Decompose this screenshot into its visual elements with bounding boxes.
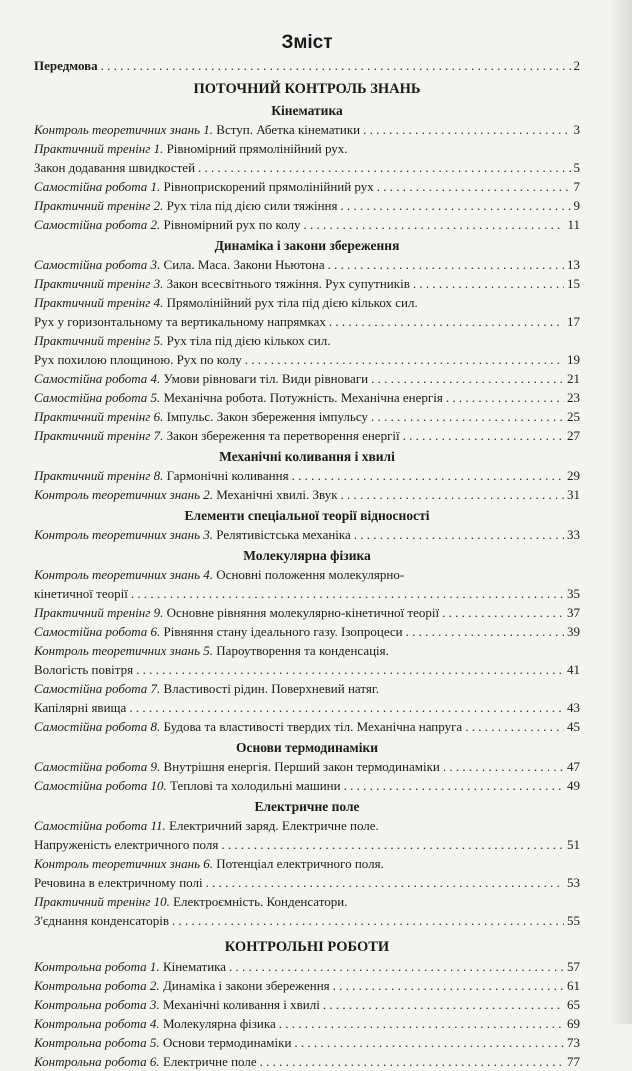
toc-entry-text: Релятивістська механіка xyxy=(216,527,351,542)
toc-entry-text: Електричний заряд. Електричне поле. xyxy=(169,818,379,833)
toc-entry-title xyxy=(34,976,330,995)
toc-page-number: 51 xyxy=(567,837,580,852)
toc-entry-kind: Самостійна робота 6. xyxy=(34,624,161,639)
dot-leader xyxy=(377,177,571,196)
toc-entry xyxy=(34,274,580,293)
toc-page-number: 47 xyxy=(567,759,580,774)
toc-entry-kind: Самостійна робота 8. xyxy=(34,719,161,734)
toc-entry-kind: Контрольна робота 2. xyxy=(34,978,160,993)
toc-page-number: 73 xyxy=(567,1035,580,1050)
dot-leader xyxy=(443,757,564,776)
toc-entry-kind: Самостійна робота 9. xyxy=(34,759,161,774)
toc-page-number: 29 xyxy=(567,468,580,483)
toc-page-number: 37 xyxy=(567,605,580,620)
toc-entry-kind: Практичний тренінг 8. xyxy=(34,468,164,483)
toc-entry xyxy=(34,369,580,388)
toc-page-number: 11 xyxy=(567,217,580,232)
toc-entry-kind: Практичний тренінг 9. xyxy=(34,605,164,620)
dot-leader xyxy=(465,717,564,736)
toc-entry-continuation xyxy=(34,158,580,177)
toc-entry-text: Рівномірний рух по колу xyxy=(163,217,301,232)
toc-entry-text: Умови рівноваги тіл. Види рівноваги xyxy=(163,371,369,386)
toc-entry-kind: Практичний тренінг 6. xyxy=(34,409,164,424)
dot-leader xyxy=(403,426,564,445)
toc-entry-continuation xyxy=(34,584,580,603)
toc-entry-title xyxy=(34,776,341,795)
section-title: Динаміка і закони збереження xyxy=(214,238,400,253)
toc-page-number: 23 xyxy=(567,390,580,405)
part1-sections xyxy=(34,101,580,930)
toc-entry-text: Молекулярна фізика xyxy=(162,1016,276,1031)
toc-entry xyxy=(34,957,580,976)
toc-entry-kind: Контроль теоретичних знань 3. xyxy=(34,527,214,542)
toc-page-number: 19 xyxy=(567,352,580,367)
dot-leader xyxy=(206,873,564,892)
toc-page-number: 21 xyxy=(567,371,580,386)
toc-entry-title xyxy=(34,255,325,274)
toc-entry-continuation xyxy=(34,350,580,369)
toc-page-number: 41 xyxy=(567,662,580,677)
toc-entry-text: Гармонічні коливання xyxy=(166,468,289,483)
toc-entry-kind: Практичний тренінг 5. xyxy=(34,333,164,348)
toc-entry-kind: Контроль теоретичних знань 6. xyxy=(34,856,214,871)
toc-entry xyxy=(34,1033,580,1052)
toc-entry-text-cont: Рух похилою площиною. Рух по колу xyxy=(34,352,242,367)
toc-entry xyxy=(34,757,580,776)
toc-entry-text: Рух тіла під дією кількох сил. xyxy=(166,333,331,348)
toc-entry-title xyxy=(34,388,443,407)
toc-entry xyxy=(34,995,580,1014)
dot-leader xyxy=(221,835,564,854)
toc-page-number: 9 xyxy=(573,198,580,213)
toc-entry-text: Динаміка і закони збереження xyxy=(162,978,330,993)
toc-page-number: 7 xyxy=(573,179,580,194)
toc-entry-text: Властивості рідин. Поверхневий натяг. xyxy=(163,681,379,696)
toc-entry xyxy=(34,717,580,736)
toc-entry-text: Імпульс. Закон збереження імпульсу xyxy=(166,409,368,424)
toc-entry-text: Закон збереження та перетворення енергії xyxy=(166,428,400,443)
toc-entry xyxy=(34,776,580,795)
toc-entry-text: Рівномірний прямолінійний рух. xyxy=(166,141,348,156)
toc-entry-kind: Контроль теоретичних знань 1. xyxy=(34,122,214,137)
dot-leader xyxy=(341,485,564,504)
toc-entry xyxy=(34,679,580,698)
toc-entry xyxy=(34,120,580,139)
toc-entry xyxy=(34,565,580,584)
dot-leader xyxy=(294,1033,564,1052)
toc-page-number: 3 xyxy=(573,122,580,137)
page-edge-shadow xyxy=(610,0,632,1024)
section-title: Основи термодинаміки xyxy=(235,740,379,755)
toc-page-number: 13 xyxy=(567,257,580,272)
toc-entry-text-cont: З'єднання конденсаторів xyxy=(34,913,169,928)
toc-entry-text: Потенціал електричного поля. xyxy=(216,856,384,871)
toc-entry xyxy=(34,485,580,504)
toc-entry xyxy=(34,854,580,873)
toc-entry-text: Механічні коливання і хвилі xyxy=(162,997,320,1012)
dot-leader xyxy=(328,255,564,274)
dot-leader xyxy=(333,976,564,995)
toc-entry-kind: Контроль теоретичних знань 2. xyxy=(34,487,214,502)
toc-entry-title xyxy=(34,196,337,215)
toc-entry xyxy=(34,215,580,234)
dot-leader xyxy=(354,525,564,544)
section-title: Механічні коливання і хвилі xyxy=(219,449,395,464)
toc-entry-title xyxy=(34,426,400,445)
toc-entry-text-cont: Рух у горизонтальному та вертикальному напрямках xyxy=(34,314,326,329)
dot-leader xyxy=(260,1052,564,1071)
toc-entry-text-cont: Напруженість електричного поля xyxy=(34,837,219,852)
dot-leader xyxy=(344,776,564,795)
toc-entry xyxy=(34,976,580,995)
toc-page-number: 45 xyxy=(567,719,580,734)
toc-entry xyxy=(34,388,580,407)
toc-entry xyxy=(34,816,580,835)
toc-entry-title xyxy=(34,369,368,388)
toc-entry-text: Рівноприскорений прямолінійний рух xyxy=(163,179,374,194)
toc-entry-text: Прямолінійний рух тіла під дією кількох сил. xyxy=(166,295,418,310)
toc-entry-title xyxy=(34,757,440,776)
dot-leader xyxy=(245,350,564,369)
toc-page-number: 53 xyxy=(567,875,580,890)
toc-entry-kind: Контрольна робота 6. xyxy=(34,1054,160,1069)
part2-entries xyxy=(34,957,580,1071)
toc-entry-continuation xyxy=(34,873,580,892)
toc-entry xyxy=(34,196,580,215)
toc-entry-preface xyxy=(34,56,580,75)
toc-entry-title xyxy=(34,622,403,641)
dot-leader xyxy=(101,56,571,75)
toc-entry-text: Електричне поле xyxy=(162,1054,257,1069)
toc-entry-title xyxy=(34,1033,291,1052)
toc-entry-text: Основи термодинаміки xyxy=(162,1035,292,1050)
toc-entry-kind: Контрольна робота 5. xyxy=(34,1035,160,1050)
toc-entry xyxy=(34,407,580,426)
toc-entry-title xyxy=(34,407,368,426)
part-title-tests: КОНТРОЛЬНІ РОБОТИ xyxy=(224,939,390,955)
toc-entry-text-cont: Закон додавання швидкостей xyxy=(34,160,196,175)
dot-leader xyxy=(406,622,564,641)
toc-entry-title xyxy=(34,466,289,485)
dot-leader xyxy=(229,957,564,976)
dot-leader xyxy=(413,274,564,293)
toc-entry-text: Вступ. Абетка кінематики xyxy=(216,122,361,137)
toc-page-number: 35 xyxy=(567,586,580,601)
toc-entry-continuation xyxy=(34,698,580,717)
toc-entry xyxy=(34,466,580,485)
toc-entry xyxy=(34,641,580,660)
toc-entry-kind: Самостійна робота 5. xyxy=(34,390,161,405)
toc-entry-continuation xyxy=(34,911,580,930)
toc-entry-text: Рівняння стану ідеального газу. Ізопроцеси xyxy=(163,624,403,639)
toc-page-number: 39 xyxy=(567,624,580,639)
toc-entry-title xyxy=(34,215,300,234)
toc-page-number: 55 xyxy=(567,913,580,928)
toc-entry-kind: Практичний тренінг 7. xyxy=(34,428,164,443)
toc-page-number: 43 xyxy=(567,700,580,715)
toc-entry-kind: Контроль теоретичних знань 4. xyxy=(34,567,214,582)
toc-page-number: 31 xyxy=(567,487,580,502)
toc-entry xyxy=(34,255,580,274)
toc-entry-title xyxy=(34,1052,257,1071)
toc-entry-text: Основне рівняння молекулярно-кінетичної теорії xyxy=(166,605,440,620)
toc-entry xyxy=(34,603,580,622)
toc-entry-kind: Самостійна робота 7. xyxy=(34,681,161,696)
toc-entry-kind: Практичний тренінг 3. xyxy=(34,276,164,291)
dot-leader xyxy=(323,995,564,1014)
toc-page-number: 69 xyxy=(567,1016,580,1031)
toc-page-number: 5 xyxy=(573,160,580,175)
toc-entry-kind: Практичний тренінг 4. xyxy=(34,295,164,310)
toc-entry-title xyxy=(34,995,320,1014)
dot-leader xyxy=(329,312,564,331)
toc-entry xyxy=(34,293,580,312)
toc-entry xyxy=(34,177,580,196)
toc-entry-kind: Самостійна робота 1. xyxy=(34,179,161,194)
toc-entry-text: Теплові та холодильні машини xyxy=(170,778,341,793)
dot-leader xyxy=(292,466,564,485)
dot-leader xyxy=(136,660,564,679)
dot-leader xyxy=(371,407,564,426)
toc-page-number: 25 xyxy=(567,409,580,424)
toc-entry-kind: Контрольна робота 4. xyxy=(34,1016,160,1031)
toc-entry-kind: Самостійна робота 4. xyxy=(34,371,161,386)
toc-entry-kind: Практичний тренінг 1. xyxy=(34,141,164,156)
part-title-current-control: ПОТОЧНИЙ КОНТРОЛЬ ЗНАНЬ xyxy=(193,81,421,97)
toc-entry xyxy=(34,139,580,158)
toc-entry-kind: Практичний тренінг 2. xyxy=(34,198,164,213)
toc-entry-text: Пароутворення та конденсація. xyxy=(216,643,389,658)
toc-entry-text: Основні положення молекулярно- xyxy=(216,567,405,582)
toc-entry-kind: Контроль теоретичних знань 5. xyxy=(34,643,214,658)
toc-entry xyxy=(34,426,580,445)
toc-page-number: 15 xyxy=(567,276,580,291)
dot-leader xyxy=(129,698,564,717)
dot-leader xyxy=(340,196,570,215)
toc-entry-text-cont: Капілярні явища xyxy=(34,700,127,715)
toc-entry-kind: Контрольна робота 1. xyxy=(34,959,160,974)
dot-leader xyxy=(131,584,564,603)
toc-entry-kind: Контрольна робота 3. xyxy=(34,997,160,1012)
toc-page-number: 17 xyxy=(567,314,580,329)
toc-entry-text-cont: Вологість повітря xyxy=(34,662,134,677)
toc-entry-kind: Практичний тренінг 10. xyxy=(34,894,170,909)
dot-leader xyxy=(446,388,564,407)
toc-entry-text: Будова та властивості твердих тіл. Механічна напруга xyxy=(163,719,463,734)
toc-entry-kind: Самостійна робота 11. xyxy=(34,818,166,833)
toc-page-number: 27 xyxy=(567,428,580,443)
toc-entry xyxy=(34,1052,580,1071)
toc-page-number: 77 xyxy=(567,1054,580,1069)
toc-entry-kind: Самостійна робота 10. xyxy=(34,778,167,793)
toc-entry-text: Внутрішня енергія. Перший закон термодинаміки xyxy=(163,759,440,774)
toc-page-number: 65 xyxy=(567,997,580,1012)
toc-entry-title xyxy=(34,177,374,196)
dot-leader xyxy=(172,911,564,930)
toc-entry-text-cont: Речовина в електричному полі xyxy=(34,875,203,890)
toc-entry xyxy=(34,331,580,350)
toc-page-number: 61 xyxy=(567,978,580,993)
dot-leader xyxy=(198,158,570,177)
toc-entry-continuation xyxy=(34,835,580,854)
toc-entry-text-cont: кінетичної теорії xyxy=(34,586,128,601)
section-title: Кінематика xyxy=(271,103,343,118)
section-title: Молекулярна фізика xyxy=(243,548,371,563)
section-title: Електричне поле xyxy=(254,799,360,814)
toc-entry-title xyxy=(34,120,360,139)
toc-entry-text: Електроємність. Конденсатори. xyxy=(173,894,348,909)
toc-page-number: 49 xyxy=(567,778,580,793)
toc-entry-text: Рух тіла під дією сили тяжіння xyxy=(166,198,338,213)
page-title: Зміст xyxy=(281,32,333,53)
toc-page-number: 57 xyxy=(567,959,580,974)
toc-entry-kind: Самостійна робота 2. xyxy=(34,217,161,232)
toc-entry-kind: Самостійна робота 3. xyxy=(34,257,161,272)
dot-leader xyxy=(442,603,564,622)
toc-entry-text: Сила. Маса. Закони Ньютона xyxy=(163,257,325,272)
toc-entry-text: Механічні хвилі. Звук xyxy=(216,487,338,502)
toc-entry xyxy=(34,622,580,641)
section-title: Елементи спеціальної теорії відносності xyxy=(184,508,430,523)
toc-entry-continuation xyxy=(34,312,580,331)
toc-entry-title xyxy=(34,525,351,544)
toc-entry-text: Закон всесвітнього тяжіння. Рух супутників xyxy=(166,276,410,291)
toc-entry xyxy=(34,892,580,911)
toc-entry-title xyxy=(34,717,462,736)
toc-entry-title xyxy=(34,603,439,622)
toc-page-number: 2 xyxy=(573,58,580,73)
toc-entry-label: Передмова xyxy=(34,58,98,73)
toc-page-number: 33 xyxy=(567,527,580,542)
dot-leader xyxy=(371,369,564,388)
toc-entry-continuation xyxy=(34,660,580,679)
toc-entry-title xyxy=(34,485,338,504)
toc-entry-title xyxy=(34,274,410,293)
toc-entry-title xyxy=(34,957,226,976)
toc-entry-text: Кінематика xyxy=(162,959,227,974)
toc-entry xyxy=(34,525,580,544)
dot-leader xyxy=(363,120,570,139)
dot-leader xyxy=(303,215,564,234)
toc-entry-text: Механічна робота. Потужність. Механічна енергія xyxy=(163,390,443,405)
